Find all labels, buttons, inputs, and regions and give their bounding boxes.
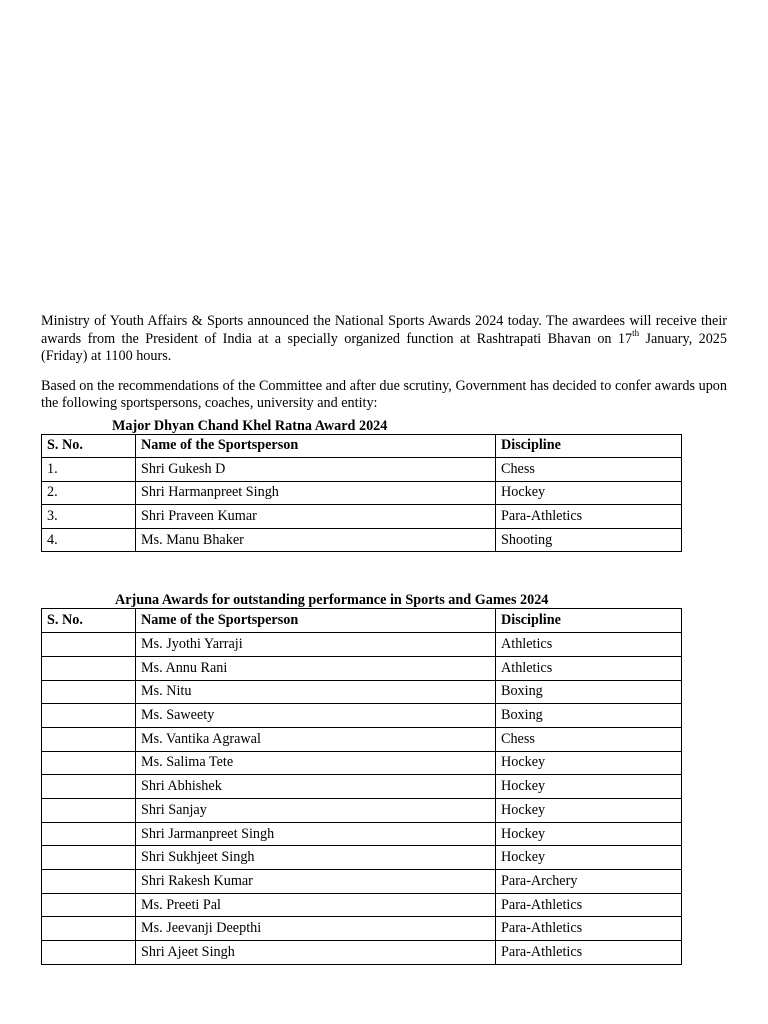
date-ordinal-suffix: th xyxy=(632,327,640,338)
table-row xyxy=(42,481,682,505)
header-sno: S. No. xyxy=(42,609,136,633)
cell-sno xyxy=(42,751,136,775)
cell-sno xyxy=(42,680,136,704)
cell-sno xyxy=(42,727,136,751)
cell-name: Shri Harmanpreet Singh xyxy=(136,481,496,505)
cell-name: Shri Jarmanpreet Singh xyxy=(136,822,496,846)
cell-name: Ms. Vantika Agrawal xyxy=(136,727,496,751)
cell-discipline: Hockey xyxy=(496,481,682,505)
recommendation-paragraph: Based on the recommendations of the Committee and after due scrutiny, Government has decided to confer awards upon the following sportspersons, coaches, university and entity: xyxy=(41,377,727,411)
cell-sno xyxy=(42,917,136,941)
cell-name: Ms. Nitu xyxy=(136,680,496,704)
intro-text-start: Ministry of Youth Affairs & Sports announced the National Sports Awards 2024 today. The awardees will receive their awards from the President of India at a specially organized function at Rashtrapati Bhavan on 17 xyxy=(41,313,727,347)
cell-sno: 3. xyxy=(42,505,136,529)
table-row xyxy=(42,633,682,657)
table-row xyxy=(42,893,682,917)
cell-discipline: Boxing xyxy=(496,680,682,704)
cell-name: Ms. Preeti Pal xyxy=(136,893,496,917)
cell-sno xyxy=(42,822,136,846)
header-sno: S. No. xyxy=(42,434,136,458)
cell-sno: 2. xyxy=(42,481,136,505)
table-row xyxy=(42,704,682,728)
khel-ratna-table xyxy=(41,434,682,553)
cell-name: Ms. Jyothi Yarraji xyxy=(136,633,496,657)
cell-name: Shri Praveen Kumar xyxy=(136,505,496,529)
cell-discipline: Hockey xyxy=(496,846,682,870)
table-row xyxy=(42,846,682,870)
cell-name: Ms. Manu Bhaker xyxy=(136,528,496,552)
cell-name: Shri Gukesh D xyxy=(136,458,496,482)
cell-discipline: Para-Archery xyxy=(496,870,682,894)
table-row xyxy=(42,822,682,846)
cell-discipline: Athletics xyxy=(496,633,682,657)
cell-sno xyxy=(42,870,136,894)
table-row xyxy=(42,917,682,941)
header-discipline: Discipline xyxy=(496,434,682,458)
cell-discipline: Chess xyxy=(496,458,682,482)
cell-discipline: Boxing xyxy=(496,704,682,728)
arjuna-rows xyxy=(42,633,682,965)
cell-sno xyxy=(42,704,136,728)
intro-text-end: January, 2025 (Friday) at 1100 hours. xyxy=(41,330,727,364)
cell-discipline: Hockey xyxy=(496,822,682,846)
cell-name: Shri Rakesh Kumar xyxy=(136,870,496,894)
cell-discipline: Hockey xyxy=(496,751,682,775)
table-row xyxy=(42,751,682,775)
table-row xyxy=(42,528,682,552)
cell-sno xyxy=(42,798,136,822)
cell-discipline: Para-Athletics xyxy=(496,941,682,965)
table-row xyxy=(42,798,682,822)
table-row xyxy=(42,458,682,482)
cell-discipline: Hockey xyxy=(496,775,682,799)
cell-sno xyxy=(42,941,136,965)
document-body xyxy=(41,313,727,965)
khel-ratna-title: Major Dhyan Chand Khel Ratna Award 2024 xyxy=(112,417,388,434)
cell-sno: 4. xyxy=(42,528,136,552)
table-row xyxy=(42,505,682,529)
cell-name: Ms. Jeevanji Deepthi xyxy=(136,917,496,941)
table-row xyxy=(42,941,682,965)
cell-name: Shri Sanjay xyxy=(136,798,496,822)
table-row xyxy=(42,870,682,894)
khel-ratna-rows xyxy=(42,458,682,552)
cell-discipline: Hockey xyxy=(496,798,682,822)
cell-name: Ms. Annu Rani xyxy=(136,656,496,680)
cell-name: Ms. Saweety xyxy=(136,704,496,728)
cell-discipline: Shooting xyxy=(496,528,682,552)
cell-sno xyxy=(42,656,136,680)
cell-name: Shri Abhishek xyxy=(136,775,496,799)
table-row xyxy=(42,656,682,680)
table-header-row xyxy=(42,609,682,633)
cell-discipline: Para-Athletics xyxy=(496,505,682,529)
cell-name: Shri Sukhjeet Singh xyxy=(136,846,496,870)
arjuna-title: Arjuna Awards for outstanding performance in Sports and Games 2024 xyxy=(115,592,549,609)
cell-discipline: Para-Athletics xyxy=(496,917,682,941)
cell-name: Ms. Salima Tete xyxy=(136,751,496,775)
table-row xyxy=(42,727,682,751)
table-row xyxy=(42,680,682,704)
table-row xyxy=(42,775,682,799)
cell-name: Shri Ajeet Singh xyxy=(136,941,496,965)
header-name: Name of the Sportsperson xyxy=(136,434,496,458)
cell-discipline: Chess xyxy=(496,727,682,751)
cell-sno xyxy=(42,633,136,657)
cell-sno: 1. xyxy=(42,458,136,482)
cell-sno xyxy=(42,775,136,799)
cell-sno xyxy=(42,846,136,870)
table-header-row xyxy=(42,434,682,458)
cell-discipline: Athletics xyxy=(496,656,682,680)
arjuna-table xyxy=(41,608,682,964)
cell-discipline: Para-Athletics xyxy=(496,893,682,917)
header-name: Name of the Sportsperson xyxy=(136,609,496,633)
cell-sno xyxy=(42,893,136,917)
intro-paragraph xyxy=(41,313,727,366)
header-discipline: Discipline xyxy=(496,609,682,633)
